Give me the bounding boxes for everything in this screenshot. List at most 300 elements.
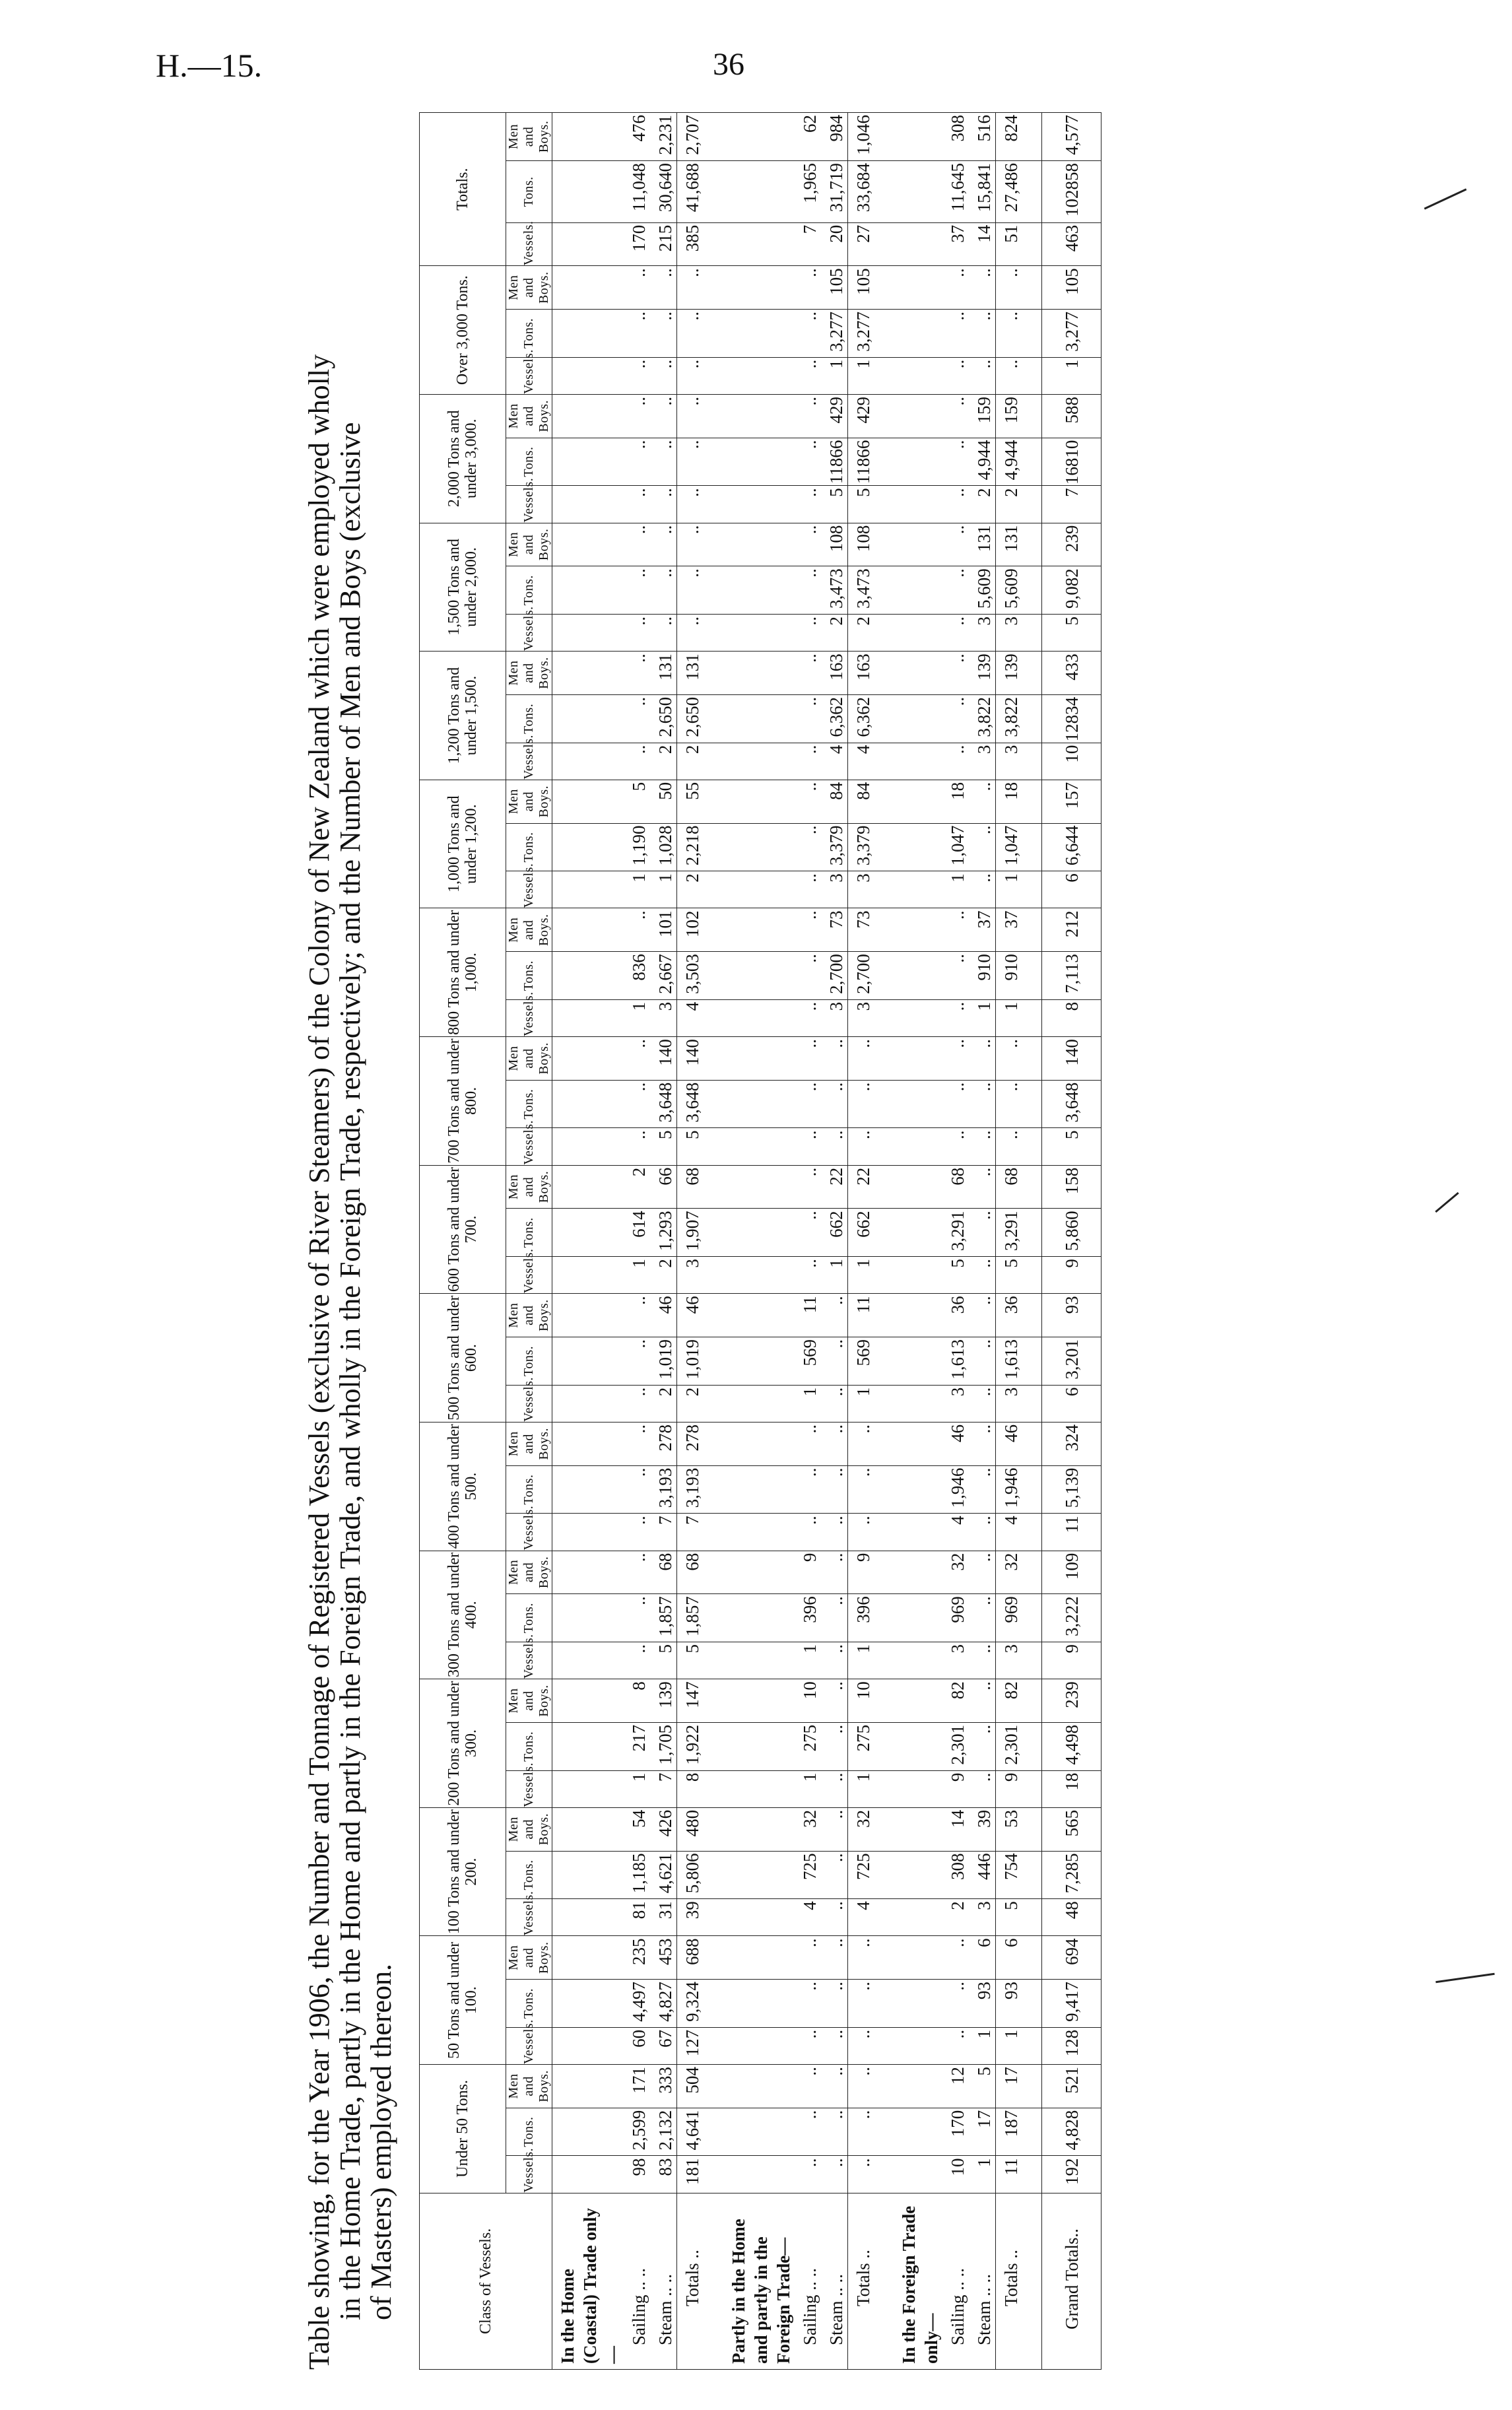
table-cell: 521 [1042,2065,1101,2108]
table-cell: .. [942,1936,969,1980]
table-cell [723,1594,795,1642]
table-cell [894,394,942,438]
table-cell: 105 [847,266,894,310]
table-cell: .. [969,823,996,871]
table-cell: .. [677,566,723,615]
table-cell: .. [942,908,969,952]
table-cell: 2,599 [624,2108,650,2156]
table-cell: 68 [650,1551,677,1594]
column-sub-header: Vessels. [506,2027,552,2064]
column-sub-header: Vessels. [506,1257,552,1294]
row-label: Partly in the Home and partly in the Foreign Trade— [723,2193,795,2369]
table-cell: .. [847,1465,894,1514]
table-cell: 5 [624,780,650,823]
column-sub-header: Vessels. [506,357,552,394]
table-cell: .. [847,2065,894,2108]
table-cell: 3 [969,1899,996,1936]
column-sub-header: Vessels. [506,2156,552,2193]
table-cell: .. [942,694,969,743]
table-cell [894,357,942,394]
row-label: Steam .. .. [969,2193,996,2369]
table-cell [894,1037,942,1081]
table-cell: 36 [942,1294,969,1337]
table-cell: .. [795,310,821,358]
table-row [795,113,821,2370]
table-cell [894,1385,942,1422]
table-cell: 68 [677,1551,723,1594]
table-cell: 9 [1042,1257,1101,1294]
table-cell [552,1385,624,1422]
table-cell [552,394,624,438]
table-cell: 5,609 [969,566,996,615]
table-cell: 1 [847,357,894,394]
table-cell: 3 [650,999,677,1036]
column-group-header: 500 Tons and under 600. [420,1294,506,1423]
table-cell: 5,860 [1042,1209,1101,1257]
table-cell: 3,822 [996,694,1042,743]
table-cell: 3,193 [677,1465,723,1514]
table-cell: 278 [650,1422,677,1465]
table-cell: 2 [821,614,848,651]
column-sub-header: Men and Boys. [506,523,552,566]
table-cell [552,1851,624,1899]
table-cell: 163 [847,652,894,695]
table-cell: 836 [624,952,650,1000]
table-cell: 3,201 [1042,1337,1101,1386]
table-cell: 31,719 [821,160,848,222]
table-cell: 6,362 [847,694,894,743]
table-cell [894,2108,942,2156]
table-cell: .. [969,1337,996,1386]
table-cell: 1 [847,1642,894,1679]
table-cell: .. [969,1422,996,1465]
table-cell: 3,379 [847,823,894,871]
table-cell: .. [969,871,996,908]
table-cell [894,1465,942,1514]
table-cell: 11,645 [942,160,969,222]
column-sub-header: Tons. [506,1465,552,1514]
table-cell: 4,641 [677,2108,723,2156]
table-cell [723,1514,795,1551]
table-cell [552,2065,624,2108]
table-cell [552,486,624,523]
table-cell: 81 [624,1899,650,1936]
table-cell: 3,193 [650,1465,677,1514]
column-sub-header: Vessels. [506,1514,552,1551]
table-cell: 10 [847,1679,894,1723]
table-cell: 1,946 [996,1465,1042,1514]
table-cell: 9 [795,1551,821,1594]
table-cell [894,1422,942,1465]
table-cell: 3 [996,1385,1042,1422]
table-cell: 7 [650,1514,677,1551]
table-cell: 2,301 [996,1722,1042,1770]
table-cell [552,310,624,358]
table-cell: 73 [821,908,848,952]
column-sub-header: Men and Boys. [506,1936,552,1980]
table-cell: 101 [650,908,677,952]
table-cell: 463 [1042,222,1101,266]
table-cell [552,1642,624,1679]
column-sub-header: Men and Boys. [506,652,552,695]
table-cell: .. [650,310,677,358]
table-cell [894,1080,942,1128]
table-cell: .. [969,780,996,823]
table-cell: 2 [624,1165,650,1209]
table-cell [894,1514,942,1551]
column-sub-header: Vessels. [506,1899,552,1936]
table-cell [894,694,942,743]
table-cell [552,694,624,743]
table-cell: .. [624,310,650,358]
table-cell: 1 [624,1257,650,1294]
table-cell: 108 [847,523,894,566]
table-cell: 27 [847,222,894,266]
table-cell: .. [969,1465,996,1514]
table-cell: 10 [795,1679,821,1723]
table-cell: 1,613 [942,1337,969,1386]
table-cell: 46 [942,1422,969,1465]
grand-totals-row [1042,113,1101,2370]
table-cell: 969 [942,1594,969,1642]
table-cell: 2 [996,486,1042,523]
table-cell: 131 [650,652,677,695]
table-cell: .. [624,743,650,780]
table-cell [723,823,795,871]
column-sub-header: Vessels. [506,614,552,651]
table-cell [894,780,942,823]
table-cell [723,2108,795,2156]
table-cell: .. [624,652,650,695]
table-cell [723,1209,795,1257]
table-cell [552,1899,624,1936]
table-cell: .. [624,566,650,615]
table-cell [894,2065,942,2108]
table-cell [723,1679,795,1723]
table-cell [894,1722,942,1770]
table-cell [723,310,795,358]
table-cell: .. [795,438,821,486]
table-cell [723,1165,795,1209]
totals-row [847,113,894,2370]
table-cell [552,1770,624,1807]
table-cell: 2,650 [677,694,723,743]
table-cell [894,1165,942,1209]
table-cell [723,743,795,780]
table-cell [552,1679,624,1723]
column-group-header: 400 Tons and under 500. [420,1422,506,1551]
column-sub-header: Men and Boys. [506,394,552,438]
table-cell [723,1980,795,2028]
table-cell: 1 [847,1385,894,1422]
table-cell [723,1337,795,1386]
table-cell: 3 [821,871,848,908]
table-cell [723,113,795,161]
table-cell: 20 [821,222,848,266]
table-cell: 139 [996,652,1042,695]
caption-line: Table showing, for the Year 1906, the Number and Tonnage of Registered Vessels (exclusive of River Steamers) of the Colony of New Zealand which were employed wholly [303,354,335,2370]
table-cell: 2 [969,486,996,523]
table-cell: 1 [624,999,650,1036]
table-cell [894,1679,942,1723]
table-cell: 4 [847,743,894,780]
table-cell: 1 [624,871,650,908]
table-cell [894,266,942,310]
table-cell: 476 [624,113,650,161]
table-cell [723,1037,795,1081]
table-cell: .. [624,1080,650,1128]
table-cell: 1 [624,1770,650,1807]
column-group-header: 300 Tons and under 400. [420,1551,506,1679]
table-row [942,113,969,2370]
table-cell: 4 [996,1514,1042,1551]
table-cell: .. [624,486,650,523]
table-cell: 105 [821,266,848,310]
table-cell: .. [996,1128,1042,1165]
table-cell: 235 [624,1936,650,1980]
table-cell: .. [795,2027,821,2064]
table-cell: 102 [677,908,723,952]
table-cell: 2,231 [650,113,677,161]
table-cell: 3 [677,1257,723,1294]
table-cell: 192 [1042,2156,1101,2193]
table-cell: .. [650,438,677,486]
table-cell [552,266,624,310]
table-cell: .. [795,1936,821,1980]
table-cell: 694 [1042,1936,1101,1980]
table-cell: .. [795,1128,821,1165]
table-cell [894,113,942,161]
column-sub-header: Tons. [506,438,552,486]
table-cell: .. [942,2027,969,2064]
table-cell: .. [942,438,969,486]
table-cell: 215 [650,222,677,266]
table-cell: 308 [942,113,969,161]
table-cell: 73 [847,908,894,952]
table-cell: .. [677,266,723,310]
table-cell: 3,648 [650,1080,677,1128]
table-cell: 9 [942,1770,969,1807]
table-cell [723,1851,795,1899]
table-cell: 140 [650,1037,677,1081]
table-cell: .. [821,1770,848,1807]
table-cell [552,160,624,222]
column-sub-header: Tons. [506,310,552,358]
table-cell: 12 [942,2065,969,2108]
table-cell: .. [677,523,723,566]
table-cell: 3,222 [1042,1594,1101,1642]
table-cell: 3 [996,1642,1042,1679]
page-reference: H.—15. [156,47,263,84]
table-cell [894,1551,942,1594]
table-cell: 2,301 [942,1722,969,1770]
table-cell: 3,379 [821,823,848,871]
table-cell: .. [795,1257,821,1294]
table-cell [894,1980,942,2028]
table-cell: 37 [996,908,1042,952]
table-cell [723,1722,795,1770]
table-cell: 30,640 [650,160,677,222]
table-cell: 4,828 [1042,2108,1101,2156]
table-cell: 4,577 [1042,113,1101,161]
row-label: Totals .. [847,2193,894,2369]
table-cell: .. [795,780,821,823]
table-cell: 18 [1042,1770,1101,1807]
table-cell [723,2065,795,2108]
column-sub-header: Tons. [506,1209,552,1257]
table-cell: .. [677,357,723,394]
table-cell: 565 [1042,1807,1101,1851]
table-cell [723,438,795,486]
table-cell [894,1807,942,1851]
table-cell: 4 [942,1514,969,1551]
table-cell: .. [650,394,677,438]
table-cell: 131 [996,523,1042,566]
table-cell: 2,700 [847,952,894,1000]
table-cell [552,357,624,394]
table-cell: 429 [821,394,848,438]
table-cell [894,222,942,266]
table-cell: 1 [821,357,848,394]
table-cell [894,823,942,871]
table-cell [723,486,795,523]
table-cell: .. [650,523,677,566]
table-cell [894,952,942,1000]
table-cell: .. [624,1642,650,1679]
column-group-header: Under 50 Tons. [420,2065,506,2193]
column-sub-header: Vessels. [506,743,552,780]
table-cell [552,2027,624,2064]
table-cell [894,160,942,222]
table-cell: .. [942,652,969,695]
table-cell: .. [795,2065,821,2108]
table-cell: .. [821,1385,848,1422]
table-cell [552,1465,624,1514]
table-cell [723,1128,795,1165]
table-cell [723,1551,795,1594]
table-cell: 4,498 [1042,1722,1101,1770]
table-cell: .. [677,614,723,651]
table-cell: 1,028 [650,823,677,871]
table-cell: .. [821,2027,848,2064]
table-cell: 3,648 [1042,1080,1101,1128]
row-label: Totals .. [677,2193,723,2369]
table-cell [723,1770,795,1807]
column-sub-header: Tons. [506,566,552,615]
table-cell: 108 [821,523,848,566]
column-group-header: 800 Tons and under 1,000. [420,908,506,1037]
table-cell [723,523,795,566]
table-cell: .. [942,999,969,1036]
table-cell: .. [624,1037,650,1081]
table-cell: 9 [996,1770,1042,1807]
table-cell: .. [942,743,969,780]
table-cell: 11 [1042,1514,1101,1551]
column-sub-header: Tons. [506,1722,552,1770]
section-heading-row [723,113,795,2370]
column-sub-header: Tons. [506,823,552,871]
table-cell: .. [969,1514,996,1551]
column-sub-header: Tons. [506,1980,552,2028]
table-cell: .. [847,1037,894,1081]
table-cell [894,1209,942,1257]
table-cell: 324 [1042,1422,1101,1465]
table-cell [894,999,942,1036]
table-cell: 5 [650,1642,677,1679]
table-cell: 662 [847,1209,894,1257]
caption-line: in the Home Trade, partly in the Home and partly in the Foreign Trade, and wholly in the Foreign Trade, respectively; and the Number of Men and Boys (exclusive [334,422,366,2320]
table-cell: 6 [969,1936,996,1980]
table-cell: 7,285 [1042,1851,1101,1899]
table-cell: 37 [969,908,996,952]
table-cell: 1 [996,999,1042,1036]
column-sub-header: Men and Boys. [506,1422,552,1465]
table-cell: 275 [847,1722,894,1770]
table-cell: 1,613 [996,1337,1042,1386]
table-cell: 824 [996,113,1042,161]
table-cell: 83 [650,2156,677,2193]
column-sub-header: Men and Boys. [506,1037,552,1081]
table-cell [552,1807,624,1851]
table-cell: 127 [677,2027,723,2064]
row-label: In the Foreign Trade only— [894,2193,942,2369]
column-sub-header: Vessels. [506,1128,552,1165]
table-cell: 1 [969,999,996,1036]
table-cell [552,1209,624,1257]
table-cell [552,823,624,871]
row-label: Steam .. .. [650,2193,677,2369]
column-sub-header: Men and Boys. [506,1807,552,1851]
table-cell [552,222,624,266]
table-cell: 1,046 [847,113,894,161]
table-cell: 11 [847,1294,894,1337]
table-cell: .. [821,2108,848,2156]
column-sub-header: Men and Boys. [506,908,552,952]
table-cell: 1,019 [650,1337,677,1386]
table-cell: 14 [942,1807,969,1851]
table-cell: 7 [677,1514,723,1551]
table-cell [894,486,942,523]
table-cell: 5 [650,1128,677,1165]
table-cell: 239 [1042,523,1101,566]
row-label: Totals .. [996,2193,1042,2369]
table-cell: .. [624,614,650,651]
table-cell: 46 [996,1422,1042,1465]
table-cell: 4,944 [996,438,1042,486]
table-cell: .. [847,1936,894,1980]
row-label: Sailing .. .. [942,2193,969,2369]
table-cell: 48 [1042,1899,1101,1936]
table-cell: 128 [1042,2027,1101,2064]
table-cell: .. [795,2108,821,2156]
table-cell [552,1594,624,1642]
table-cell: .. [624,1465,650,1514]
table-cell: 1 [996,2027,1042,2064]
table-cell: .. [624,1294,650,1337]
table-cell: 446 [969,1851,996,1899]
table-cell: 68 [996,1165,1042,1209]
table-cell [552,1936,624,1980]
table-cell: 2 [650,743,677,780]
table-cell: .. [821,2156,848,2193]
table-cell: 1,946 [942,1465,969,1514]
table-cell [723,2027,795,2064]
column-sub-header: Vessels. [506,999,552,1036]
table-cell: 109 [1042,1551,1101,1594]
table-cell: .. [969,1679,996,1723]
table-cell [552,1514,624,1551]
table-cell: .. [969,1165,996,1209]
